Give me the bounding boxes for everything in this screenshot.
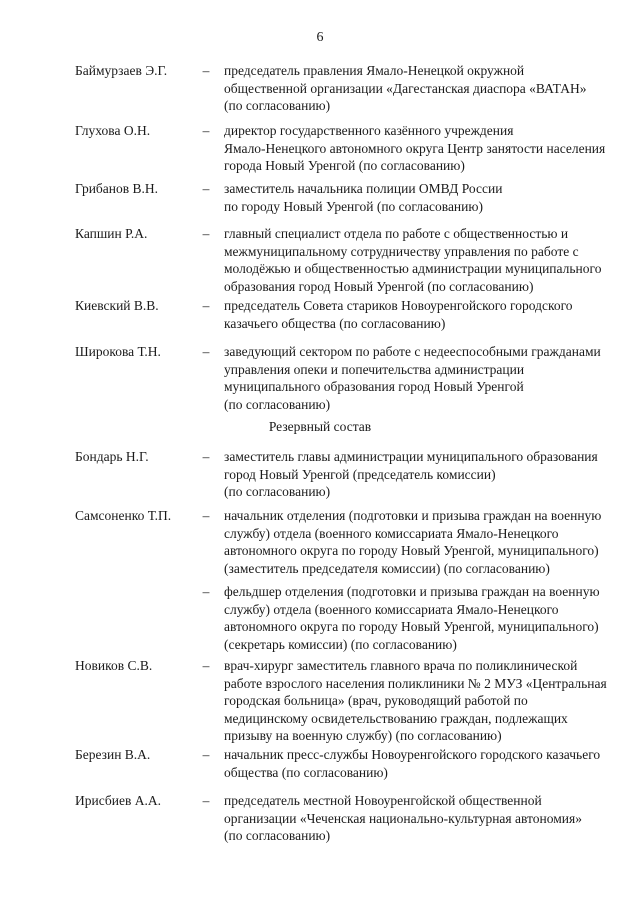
description-line: общества (по согласованию) bbox=[224, 764, 388, 780]
dash-separator: – bbox=[202, 344, 210, 359]
description-line: город Новый Уренгой (председатель комиссии) bbox=[224, 466, 496, 482]
description-line: молодёжью и общественностью администрации муниципального bbox=[224, 261, 602, 276]
description-line: казачьего общества (по согласованию) bbox=[224, 315, 446, 331]
description-line: начальник пресс-службы Новоуренгойского городского казачьего bbox=[224, 747, 601, 762]
description-line: заведующий сектором по работе с недееспособными гражданами bbox=[224, 344, 601, 359]
dash-separator: – bbox=[202, 793, 210, 808]
section-title: Резервный состав bbox=[268, 419, 372, 434]
dash-separator: – bbox=[202, 584, 210, 599]
dash-separator: – bbox=[202, 508, 210, 523]
member-name: Новиков С.В. bbox=[75, 658, 153, 673]
description-line: председатель правления Ямало-Ненецкой окружной bbox=[224, 63, 525, 78]
member-description bbox=[224, 792, 594, 845]
member-description bbox=[224, 448, 598, 501]
member-name: Ирисбиев А.А. bbox=[75, 793, 161, 808]
member-name: Бондарь Н.Г. bbox=[75, 449, 149, 464]
description-line: (заместитель председателя комиссии) (по согласованию) bbox=[224, 560, 550, 576]
description-line: врач-хирург заместитель главного врача по поликлинической bbox=[224, 658, 578, 673]
description-line: города Новый Уренгой (по согласованию) bbox=[224, 158, 465, 173]
description-line: городская больница» (врач, руководящий работой по bbox=[224, 693, 528, 708]
member-name: Глухова О.Н. bbox=[75, 123, 151, 138]
description-line: службу) отдела (военного комиссариата Ямало-Ненецкого bbox=[224, 525, 559, 541]
description-line: автономного округа по городу Новый Уренгой, муниципального) bbox=[224, 543, 599, 558]
member-name: Широкова Т.Н. bbox=[75, 344, 161, 359]
dash-separator: – bbox=[202, 747, 210, 762]
description-line: (по согласованию) bbox=[224, 828, 331, 843]
member-name: Киевский В.В. bbox=[75, 298, 159, 313]
description-line: начальник отделения (подготовки и призыва граждан на военную bbox=[224, 508, 602, 523]
description-line: автономного округа по городу Новый Уренгой, муниципального) bbox=[224, 619, 599, 634]
dash-separator: – bbox=[202, 298, 210, 313]
description-line: общественной организации «Дагестанская диаспора «ВАТАН» bbox=[224, 80, 587, 96]
description-line: муниципального образования город Новый Уренгой bbox=[224, 379, 524, 394]
member-description bbox=[224, 297, 594, 332]
description-line: работе взрослого населения поликлиники № 2 МУЗ «Центральная bbox=[224, 675, 607, 691]
member-description bbox=[224, 225, 602, 295]
member-name: Грибанов В.Н. bbox=[75, 181, 159, 196]
description-line: главный специалист отдела по работе с общественностью и bbox=[224, 226, 569, 241]
dash-separator: – bbox=[202, 181, 210, 196]
dash-separator: – bbox=[202, 63, 210, 78]
description-line: организации «Чеченская национально-культурная автономия» bbox=[224, 810, 582, 826]
description-line: директор государственного казённого учреждения bbox=[224, 123, 514, 138]
description-line: председатель Совета стариков Новоуренгойского городского bbox=[224, 298, 573, 313]
description-line: фельдшер отделения (подготовки и призыва граждан на военную bbox=[224, 584, 600, 599]
member-name: Баймурзаев Э.Г. bbox=[75, 63, 168, 78]
description-line: службу) отдела (военного комиссариата Ямало-Ненецкого bbox=[224, 601, 559, 617]
description-line: (секретарь комиссии) (по согласованию) bbox=[224, 636, 457, 652]
description-line: межмуниципальному сотрудничеству управления по работе с bbox=[224, 243, 579, 259]
description-line: образования город Новый Уренгой (по согласованию) bbox=[224, 278, 534, 294]
member-description bbox=[224, 746, 601, 781]
member-description bbox=[224, 583, 600, 653]
description-line: председатель местной Новоуренгойской общественной bbox=[224, 793, 542, 808]
member-description bbox=[224, 507, 602, 577]
member-description bbox=[224, 62, 594, 115]
member-name: Капшин Р.А. bbox=[75, 226, 148, 241]
member-name: Самсоненко Т.П. bbox=[75, 508, 172, 523]
description-line: заместитель начальника полиции ОМВД России bbox=[224, 181, 503, 196]
member-name: Березин В.А. bbox=[75, 747, 151, 762]
dash-separator: – bbox=[202, 658, 210, 673]
dash-separator: – bbox=[202, 226, 210, 241]
description-line: Ямало-Ненецкого автономного округа Центр занятости населения bbox=[224, 140, 606, 156]
description-line: (по согласованию) bbox=[224, 98, 331, 113]
description-line: по городу Новый Уренгой (по согласованию) bbox=[224, 198, 483, 214]
dash-separator: – bbox=[202, 123, 210, 138]
description-line: призыву на военную службу) (по согласованию) bbox=[224, 728, 502, 743]
member-description bbox=[224, 180, 594, 215]
description-line: (по согласованию) bbox=[224, 396, 331, 412]
dash-separator: – bbox=[202, 449, 210, 464]
member-description bbox=[224, 343, 601, 413]
description-line: (по согласованию) bbox=[224, 484, 331, 499]
description-line: медицинскому освидетельствованию граждан, подлежащих bbox=[224, 710, 568, 726]
member-description bbox=[224, 657, 607, 745]
description-line: управления опеки и попечительства администрации bbox=[224, 361, 525, 377]
member-description bbox=[224, 122, 606, 175]
description-line: заместитель главы администрации муниципального образования bbox=[224, 449, 598, 464]
page-number: 6 bbox=[316, 30, 324, 45]
